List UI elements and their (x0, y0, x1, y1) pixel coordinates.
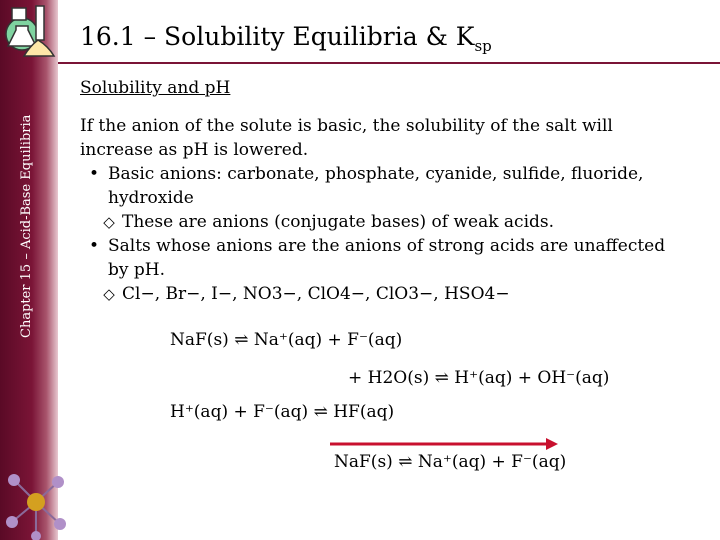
equation-hf-formation: H⁺(aq) + F⁻(aq) ⇌ HF(aq) (170, 402, 395, 422)
section-heading: Solubility and pH (80, 78, 231, 98)
sub-bullet-anion-list (80, 282, 680, 306)
sub-bullet-text: These are anions (conjugate bases) of weak acids. (122, 212, 555, 232)
sub-bullet-weak-acids (80, 210, 680, 234)
sidebar (0, 0, 58, 540)
equation-water: + H2O(s) ⇌ H⁺(aq) + OH⁻(aq) (348, 368, 610, 388)
title-main: 16.1 – Solubility Equilibria & K (80, 22, 475, 51)
title-subscript: sp (474, 37, 492, 55)
shift-arrow-icon (330, 438, 558, 450)
intro-paragraph: If the anion of the solute is basic, the solubility of the salt will increase as pH is lowered. (80, 116, 613, 160)
equation-dissolution-shift: NaF(s) ⇌ Na⁺(aq) + F⁻(aq) (334, 452, 567, 472)
bullet-text: Basic anions: carbonate, phosphate, cyanide, sulfide, fluoride, hydroxide (108, 164, 644, 208)
diamond-icon: ◇ (103, 285, 115, 303)
bullet-strong-acids (80, 234, 680, 282)
molecule-icon (0, 462, 72, 540)
page-title (80, 22, 492, 55)
sidebar-chapter-label: Chapter 15 – Acid-Base Equilibria (19, 114, 34, 338)
equation-dissolution: NaF(s) ⇌ Na⁺(aq) + F⁻(aq) (170, 330, 403, 350)
bullet-basic-anions (80, 162, 680, 210)
anion-list: Cl−, Br−, I−, NO3−, ClO4−, ClO3−, HSO4− (122, 284, 510, 304)
bullet-dot-icon: • (88, 236, 100, 256)
diamond-icon: ◇ (103, 213, 115, 231)
body-text (80, 114, 680, 306)
chemistry-glassware-icon (2, 2, 60, 60)
header-rule (58, 62, 720, 64)
bullet-dot-icon: • (88, 164, 100, 184)
bullet-text: Salts whose anions are the anions of strong acids are unaffected by pH. (108, 236, 666, 280)
